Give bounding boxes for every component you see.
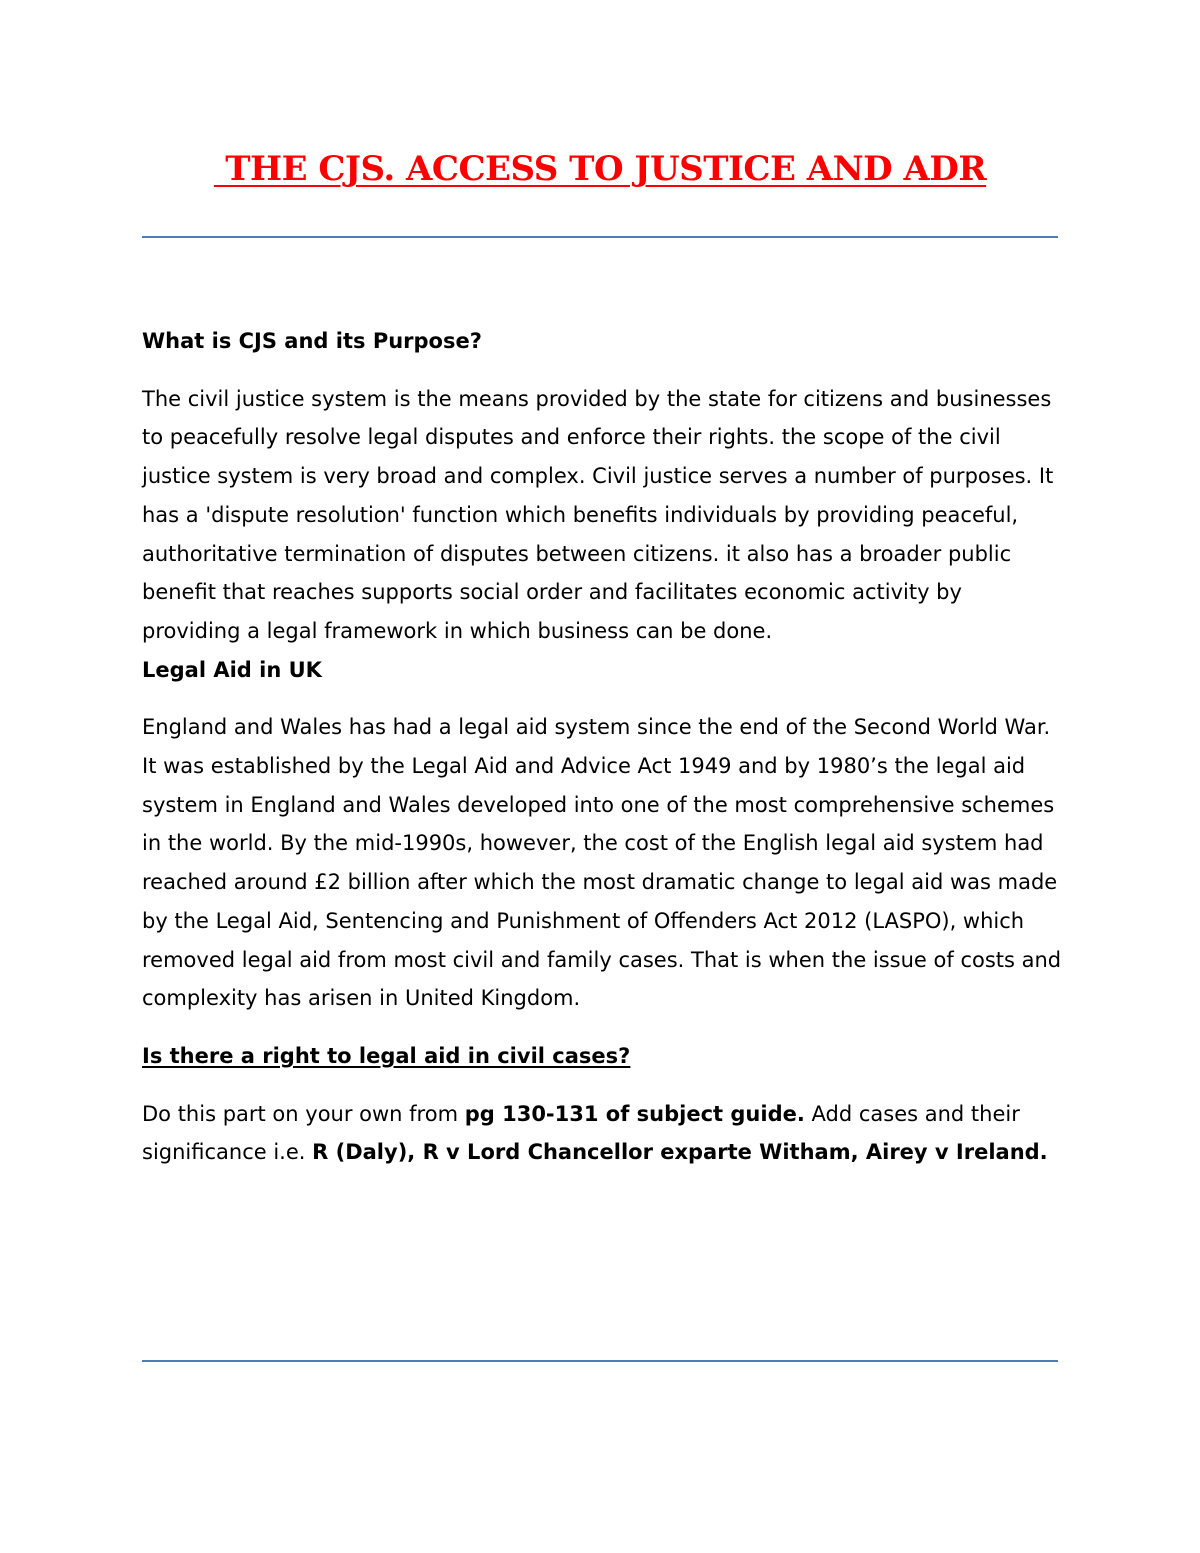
footer-divider (142, 1360, 1058, 1362)
instruction-text: Do this part on your own from (142, 1101, 465, 1126)
paragraph-legal-aid-uk: England and Wales has had a legal aid system since the end of the Second World War. It was established by the Legal Aid and Advice Act 1949 and by 1980’s the legal aid system in England and Wales developed into one of the most comprehensive schemes in the world. By the mid-1990s, however, the cost of the English legal aid system had reached around £2 billion after which the most dramatic change to legal aid was made by the Legal Aid, Sentencing and Punishment of Offenders Act 2012 (LASPO), which removed legal aid from most civil and family cases. That is when the issue of costs and complexity has arisen in United Kingdom. (142, 715, 1062, 1011)
heading-cjs-purpose: What is CJS and its Purpose? (142, 329, 482, 353)
heading-right-to-legal-aid: Is there a right to legal aid in civil cases? (142, 1043, 631, 1068)
instruction-text-continued: Add cases and their significance i.e. (142, 1101, 1020, 1165)
case-list: R (Daly), R v Lord Chancellor exparte Witham, Airey v Ireland. (312, 1140, 1048, 1165)
subject-guide-reference: pg 130-131 of subject guide. (464, 1101, 805, 1126)
document-title: THE CJS. ACCESS TO JUSTICE AND ADR (213, 149, 987, 189)
paragraph-cjs-purpose: The civil justice system is the means provided by the state for citizens and businesses to peacefully resolve legal disputes and enforce their rights. the scope of the civil justice system is very broad and complex. Civil justice serves a number of purposes. It has a 'dispute resolution' function which benefits individuals by providing peaceful, authoritative termination of disputes between citizens. it also has a broader public benefit that reaches supports social order and facilitates economic activity by providing a legal framework in which business can be done. (142, 386, 1054, 643)
heading-legal-aid-uk: Legal Aid in UK (142, 657, 322, 682)
document-body (142, 322, 1062, 1172)
paragraph-right-to-legal-aid (142, 1095, 1062, 1172)
header-divider (142, 236, 1058, 238)
